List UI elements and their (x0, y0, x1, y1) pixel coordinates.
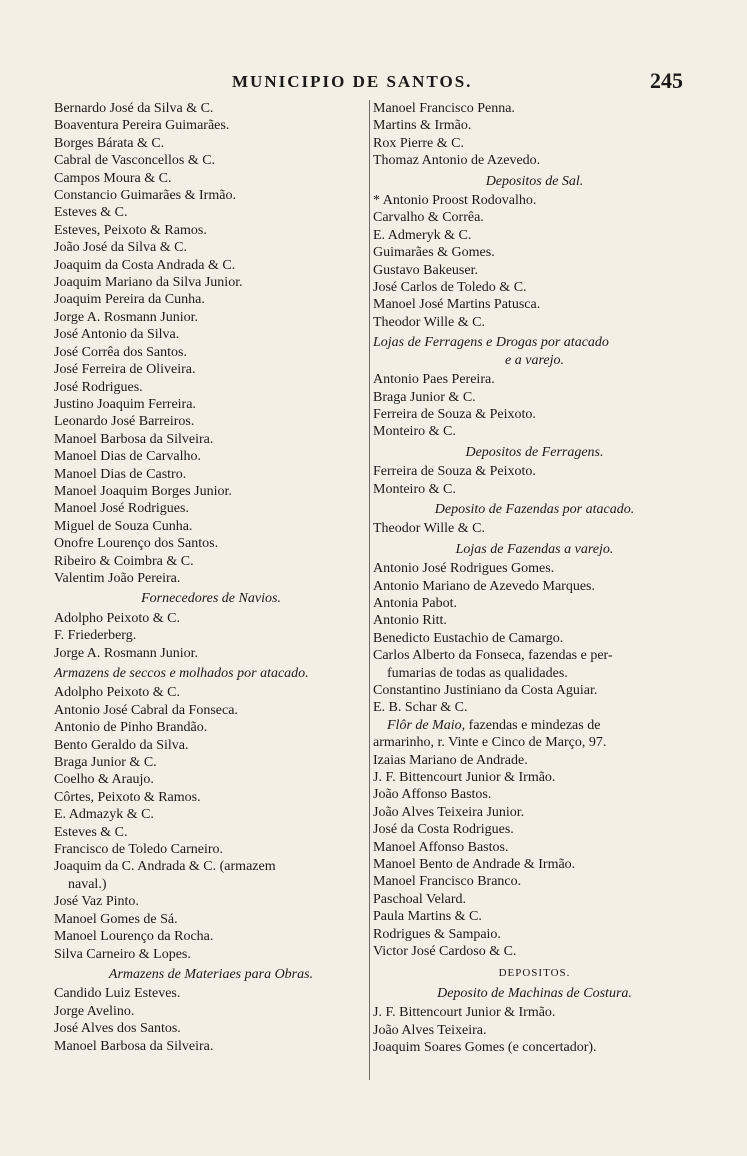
right-column (373, 100, 696, 1057)
list-item-continuation (54, 876, 368, 893)
list-item: Miguel de Souza Cunha. (54, 518, 193, 534)
list-item: Antonio Mariano de Azevedo Marques. (373, 578, 595, 594)
list-item: Paula Martins & C. (373, 909, 482, 925)
list-item: Bernardo José da Silva & C. (54, 101, 214, 116)
list-item: Borges Bárata & C. (54, 135, 165, 151)
left-column (54, 100, 368, 1055)
list-item: Manoel Francisco Branco. (373, 874, 522, 890)
list-item: Joaquim da Costa Andrada & C. (54, 257, 236, 273)
list-item: Benedicto Eustachio de Camargo. (373, 630, 564, 646)
list-item: Manoel Affonso Bastos. (373, 839, 509, 855)
list-item: Victor José Cardoso & C. (373, 944, 517, 960)
list-item: João Alves Teixeira Junior. (373, 804, 525, 820)
section-heading-depots: DEPOSITOS. (498, 966, 571, 979)
list-item: Esteves, Peixoto & Ramos. (54, 222, 207, 238)
list-item: Manoel Joaquim Borges Junior. (54, 483, 232, 499)
list-item: Manoel Barbosa da Silveira. (54, 431, 214, 447)
hardware-depots-list (373, 463, 696, 498)
list-item: Rodrigues & Sampaio. (373, 926, 501, 942)
column-divider (369, 100, 370, 1080)
list-item: Leonardo José Barreiros. (54, 414, 195, 430)
list-item: Martins & Irmão. (373, 118, 472, 134)
section-heading-building-materials: Armazens de Materiaes para Obras. (108, 966, 314, 982)
section-heading-wholesale-grocers: Armazens de seccos e molhados por atacado. (54, 666, 309, 681)
merchant-list (54, 100, 368, 587)
list-item: Guimarães & Gomes. (373, 245, 495, 261)
list-item: José Alves dos Santos. (54, 1021, 181, 1037)
sewing-machines-list (373, 1004, 696, 1056)
wholesale-grocers-list (54, 684, 368, 963)
section-heading-fabric-wholesale: Deposito de Fazendas por atacado. (434, 501, 635, 517)
shop-description: fazendas e mindezas de (465, 717, 601, 733)
list-item: José da Costa Rodrigues. (373, 822, 514, 838)
list-item: Adolpho Peixoto & C. (54, 685, 181, 701)
list-item: Manoel Barbosa da Silveira. (54, 1038, 214, 1054)
list-item: Bento Geraldo da Silva. (54, 737, 189, 753)
list-item: José Ferreira de Oliveira. (54, 362, 196, 378)
list-item: Antonio José Cabral da Fonseca. (54, 702, 238, 718)
list-item: Antonio de Pinho Brandão. (54, 720, 208, 736)
list-item: Jorge A. Rosmann Junior. (54, 309, 199, 325)
fabric-retail-list (373, 560, 696, 960)
list-item: Joaquim da C. Andrada & C. (armazem (54, 859, 276, 875)
list-item: Onofre Lourenço dos Santos. (54, 536, 219, 552)
list-item: Theodor Wille & C. (373, 521, 485, 537)
list-item: Carlos Alberto da Fonseca, fazendas e per- (373, 648, 613, 664)
list-item: Ribeiro & Coimbra & C. (54, 553, 194, 569)
list-item: Valentim João Pereira. (54, 570, 181, 586)
running-title: MUNICIPIO DE SANTOS. (232, 72, 473, 91)
list-item-continuation: armarinho, r. Vinte e Cinco de Março, 97. (373, 735, 607, 751)
section-heading-fabric-retail: Lojas de Fazendas a varejo. (455, 541, 614, 557)
shop-name: Flôr de Maio, (387, 717, 466, 733)
page-header (0, 62, 747, 94)
fabric-wholesale-list (373, 520, 696, 537)
list-item: Theodor Wille & C. (373, 314, 485, 330)
list-item: Manoel Francisco Penna. (373, 101, 515, 116)
list-item: Manoel José Rodrigues. (54, 501, 189, 517)
list-item: Manoel Dias de Carvalho. (54, 449, 201, 465)
list-item: Manoel Bento de Andrade & Irmão. (373, 857, 576, 873)
list-item: Constancio Guimarães & Irmão. (54, 188, 236, 204)
list-item: José Rodrigues. (54, 379, 143, 395)
list-item: J. F. Bittencourt Junior & Irmão. (373, 1005, 556, 1021)
list-item: Justino Joaquim Ferreira. (54, 396, 196, 412)
list-item: Rox Pierre & C. (373, 135, 464, 151)
list-item: Candido Luiz Esteves. (54, 986, 181, 1002)
list-item: Côrtes, Peixoto & Ramos. (54, 789, 201, 805)
list-item: Cabral de Vasconcellos & C. (54, 153, 216, 169)
list-item: Antonio Ritt. (373, 613, 447, 629)
list-item: José Carlos de Toledo & C. (373, 280, 527, 296)
building-materials-list (54, 985, 368, 1055)
list-item: Coelho & Araujo. (54, 772, 154, 788)
list-item: * Antonio Proost Rodovalho. (373, 193, 537, 209)
section-heading-hardware-depots: Depositos de Ferragens. (465, 444, 604, 460)
merchant-list-continued (373, 100, 696, 170)
list-item: Adolpho Peixoto & C. (54, 610, 181, 626)
list-item: Manoel Dias de Castro. (54, 466, 187, 482)
list-item: E. Admeryk & C. (373, 227, 472, 243)
list-item: Manoel José Martins Patusca. (373, 297, 541, 313)
list-item: Boaventura Pereira Guimarães. (54, 118, 230, 134)
list-item: Carvalho & Corrêa. (373, 210, 484, 226)
list-item: Monteiro & C. (373, 424, 456, 440)
ship-suppliers-list (54, 610, 368, 662)
list-item: Antonio Paes Pereira. (373, 372, 495, 388)
list-item: J. F. Bittencourt Junior & Irmão. (373, 770, 556, 786)
list-item: João José da Silva & C. (54, 240, 187, 256)
list-item: Manoel Gomes de Sá. (54, 911, 178, 927)
list-item: Jorge A. Rosmann Junior. (54, 645, 199, 661)
list-item: José Corrêa dos Santos. (54, 344, 187, 360)
list-item: Ferreira de Souza & Peixoto. (373, 464, 536, 480)
salt-depots-list (373, 192, 696, 331)
list-item: Braga Junior & C. (54, 755, 157, 771)
list-item: Ferreira de Souza & Peixoto. (373, 406, 536, 422)
list-item: Thomaz Antonio de Azevedo. (373, 153, 541, 169)
continuation-text: fumarias de todas as qualidades. (387, 665, 568, 681)
page-number: 245 (650, 68, 683, 93)
list-item (373, 717, 696, 734)
list-item: João Affonso Bastos. (373, 787, 492, 803)
list-item: E. Admazyk & C. (54, 807, 154, 823)
list-item: Esteves & C. (54, 205, 128, 221)
list-item: Manoel Lourenço da Rocha. (54, 929, 214, 945)
list-item: Gustavo Bakeuser. (373, 262, 478, 278)
list-item: Francisco de Toledo Carneiro. (54, 842, 224, 858)
list-item: Campos Moura & C. (54, 170, 172, 186)
list-item: Paschoal Velard. (373, 891, 467, 907)
list-item: F. Friederberg. (54, 628, 137, 644)
list-item: Antonio José Rodrigues Gomes. (373, 561, 555, 577)
section-heading-sewing-machines: Deposito de Machinas de Costura. (437, 985, 632, 1001)
section-heading-salt-depots: Depositos de Sal. (485, 173, 584, 189)
hardware-drugs-list (373, 371, 696, 441)
section-heading-hardware-drugs-cont: e a varejo. (505, 352, 564, 368)
list-item: Joaquim Mariano da Silva Junior. (54, 275, 243, 291)
list-item: Constantino Justiniano da Costa Aguiar. (373, 683, 598, 698)
list-item: Jorge Avelino. (54, 1003, 135, 1019)
list-item: Braga Junior & C. (373, 389, 476, 405)
section-heading-ship-suppliers: Fornecedores de Navios. (141, 591, 281, 607)
list-item: Joaquim Soares Gomes (e concertador). (373, 1040, 597, 1056)
list-item: José Antonio da Silva. (54, 327, 180, 343)
list-item: Izaias Mariano de Andrade. (373, 752, 528, 768)
list-item: Silva Carneiro & Lopes. (54, 946, 191, 962)
list-item-continuation (373, 665, 696, 682)
continuation-text: naval.) (68, 876, 107, 892)
list-item: Monteiro & C. (373, 481, 456, 497)
list-item: João Alves Teixeira. (373, 1022, 487, 1038)
list-item: José Vaz Pinto. (54, 894, 139, 910)
section-heading-hardware-drugs: Lojas de Ferragens e Drogas por atacado (373, 335, 609, 351)
list-item: Joaquim Pereira da Cunha. (54, 292, 205, 308)
list-item: Esteves & C. (54, 824, 128, 840)
list-item: Antonia Pabot. (373, 595, 457, 611)
list-item: E. B. Schar & C. (373, 700, 468, 716)
